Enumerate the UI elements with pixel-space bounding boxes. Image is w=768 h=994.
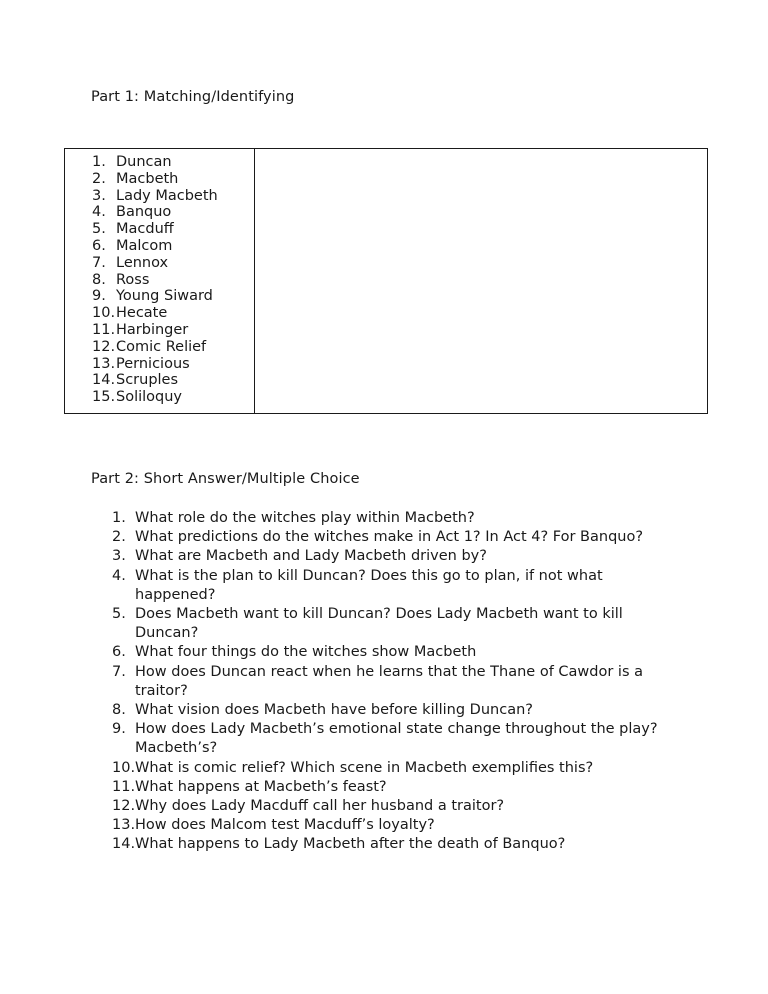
term-text: Pernicious [116,355,190,372]
question-text: How does Malcom test Macduff’s loyalty? [135,817,435,834]
term-number: 3. [92,187,106,204]
terms-list [92,154,218,406]
term-item [92,356,218,373]
term-text: Lady Macbeth [116,187,218,204]
question-number: 2. [112,529,126,546]
term-text: Macduff [116,221,174,238]
question-number: 4. [112,567,126,584]
question-item [112,643,672,662]
term-item [92,238,218,255]
question-text: How does Duncan react when he learns that the Thane of Cawdor is a traitor? [135,663,643,699]
question-text: What happens to Lady Macbeth after the death of Banquo? [135,836,566,853]
question-item [112,778,672,797]
term-item [92,221,218,238]
term-text: Macbeth [116,170,179,187]
question-number: 6. [112,644,126,661]
question-item [112,528,672,547]
question-item [112,509,672,528]
term-number: 12. [92,338,116,355]
term-text: Banquo [116,204,172,221]
term-text: Comic Relief [116,338,207,355]
question-number: 5. [112,606,126,623]
question-item [112,816,672,835]
term-number: 4. [92,204,106,221]
question-text: What are Macbeth and Lady Macbeth driven by? [135,548,487,565]
question-item [112,567,672,605]
term-text: Ross [116,271,150,288]
term-item [92,154,218,171]
question-number: 1. [112,510,126,526]
questions-list [112,509,672,855]
term-number: 7. [92,254,106,271]
term-item [92,272,218,289]
question-text: What is comic relief? Which scene in Macbeth exemplifies this? [135,759,594,776]
term-number: 8. [92,271,106,288]
question-text: What role do the witches play within Macbeth? [135,510,475,526]
question-text: What vision does Macbeth have before killing Duncan? [135,702,533,719]
question-item [112,835,672,854]
question-number: 7. [112,663,126,680]
question-item [112,547,672,566]
question-text: What predictions do the witches make in Act 1? In Act 4? For Banquo? [135,529,644,546]
part1-heading: Part 1: Matching/Identifying [91,89,295,105]
term-item [92,188,218,205]
term-item [92,171,218,188]
term-item [92,288,218,305]
question-text: Does Macbeth want to kill Duncan? Does Lady Macbeth want to kill Duncan? [135,606,623,642]
term-number: 1. [92,154,106,170]
term-item [92,389,218,406]
part2-heading: Part 2: Short Answer/Multiple Choice [91,471,360,487]
term-number: 14. [92,372,116,389]
term-number: 15. [92,389,116,406]
question-number: 10. [112,759,136,776]
question-number: 12. [112,798,136,815]
question-number: 9. [112,721,126,738]
matching-table [64,148,708,414]
term-number: 11. [92,321,116,338]
question-text: Why does Lady Macduff call her husband a traitor? [135,798,505,815]
question-item [112,605,672,643]
question-item [112,720,672,758]
term-text: Hecate [116,305,168,322]
question-item [112,759,672,778]
term-text: Scruples [116,372,179,389]
term-number: 6. [92,237,106,254]
term-text: Lennox [116,254,169,271]
question-text: What happens at Macbeth’s feast? [135,778,387,795]
question-number: 11. [112,778,136,795]
term-item [92,204,218,221]
term-item [92,305,218,322]
term-number: 13. [92,355,116,372]
term-item [92,322,218,339]
question-text: How does Lady Macbeth’s emotional state change throughout the play? Macbeth’s? [135,721,658,757]
term-text: Young Siward [116,288,213,305]
question-item [112,701,672,720]
term-number: 9. [92,288,106,305]
question-text: What is the plan to kill Duncan? Does this go to plan, if not what happened? [135,567,603,603]
term-text: Harbinger [116,321,189,338]
term-number: 5. [92,221,106,238]
term-item [92,255,218,272]
question-number: 13. [112,817,136,834]
question-text: What four things do the witches show Macbeth [135,644,477,661]
term-item [92,339,218,356]
question-number: 8. [112,702,126,719]
term-number: 2. [92,170,106,187]
term-number: 10. [92,305,116,322]
term-text: Duncan [116,154,172,170]
terms-column [65,149,255,413]
question-item [112,797,672,816]
term-text: Malcom [116,237,173,254]
question-number: 3. [112,548,126,565]
question-number: 14. [112,836,136,853]
definitions-column [255,149,707,413]
question-item [112,663,672,701]
term-item [92,372,218,389]
term-text: Soliloquy [116,389,183,406]
